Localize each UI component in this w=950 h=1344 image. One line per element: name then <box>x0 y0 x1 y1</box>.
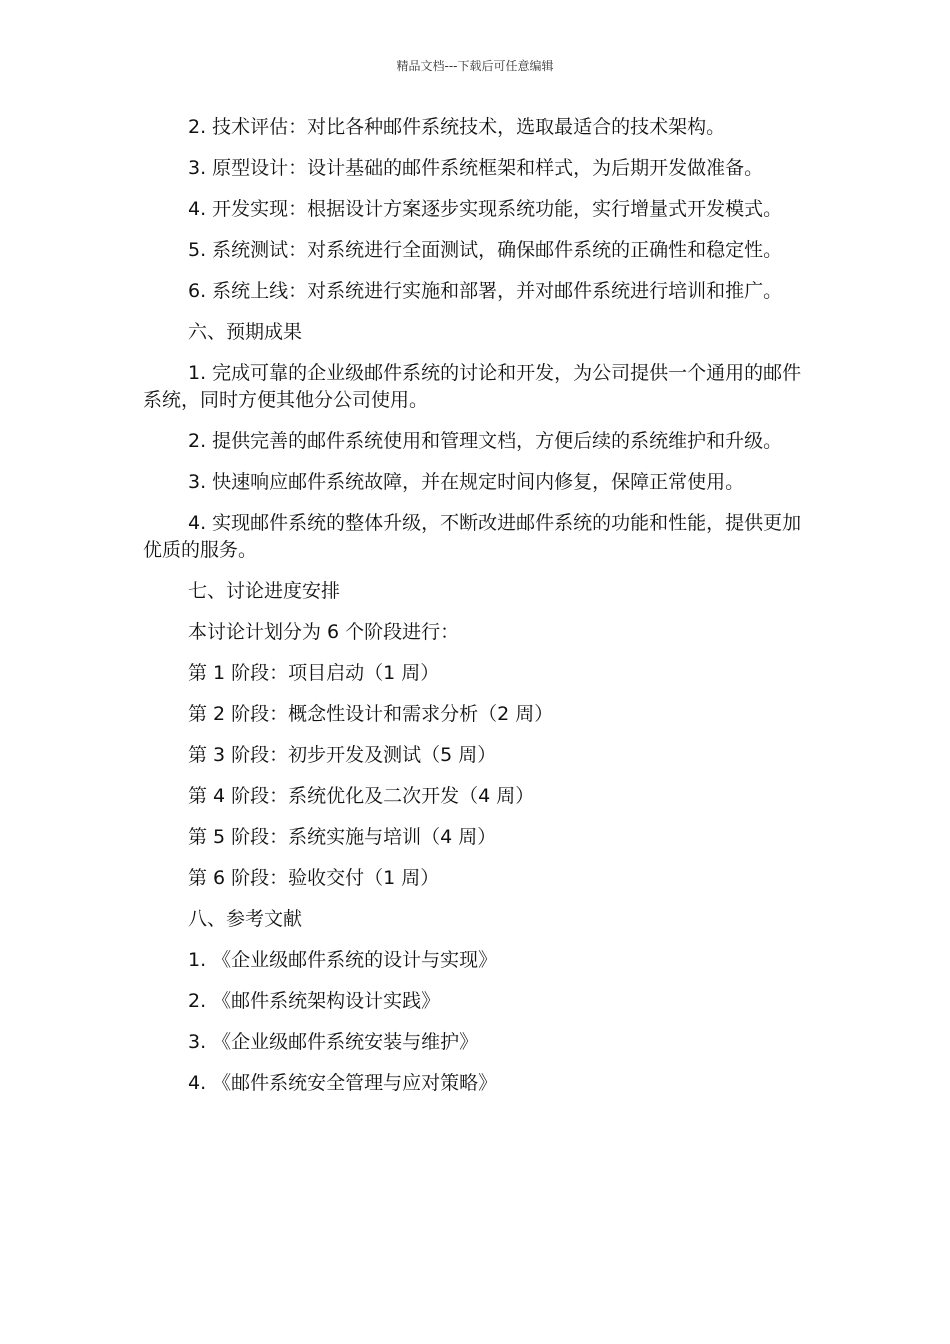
paragraph-result-3: 3. 快速响应邮件系统故障，并在规定时间内修复，保障正常使用。 <box>188 471 745 493</box>
reference-3: 3. 《企业级邮件系统安装与维护》 <box>188 1031 479 1053</box>
schedule-phase-2: 第 2 阶段：概念性设计和需求分析（2 周） <box>188 703 554 725</box>
reference-1: 1. 《企业级邮件系统的设计与实现》 <box>188 949 498 971</box>
paragraph-tech-evaluation: 2. 技术评估：对比各种邮件系统技术，选取最适合的技术架构。 <box>188 116 726 138</box>
schedule-phase-3: 第 3 阶段：初步开发及测试（5 周） <box>188 744 497 766</box>
schedule-phase-6: 第 6 阶段：验收交付（1 周） <box>188 867 440 889</box>
paragraph-result-2: 2. 提供完善的邮件系统使用和管理文档，方便后续的系统维护和升级。 <box>188 430 783 452</box>
document-body <box>143 114 815 1111</box>
section-heading-schedule: 七、讨论进度安排 <box>188 580 341 602</box>
page-header: 精品文档---下载后可任意编辑 <box>396 59 554 73</box>
reference-4: 4. 《邮件系统安全管理与应对策略》 <box>188 1072 498 1094</box>
reference-2: 2. 《邮件系统架构设计实践》 <box>188 990 441 1012</box>
paragraph-schedule-intro: 本讨论计划分为 6 个阶段进行： <box>188 621 460 643</box>
paragraph-system-testing: 5. 系统测试：对系统进行全面测试，确保邮件系统的正确性和稳定性。 <box>188 239 783 261</box>
paragraph-result-1: 1. 完成可靠的企业级邮件系统的讨论和开发，为公司提供一个通用的邮件系统，同时方便其他分公司使用。 <box>143 362 802 411</box>
paragraph-development: 4. 开发实现：根据设计方案逐步实现系统功能，实行增量式开发模式。 <box>188 198 783 220</box>
paragraph-system-launch: 6. 系统上线：对系统进行实施和部署，并对邮件系统进行培训和推广。 <box>188 280 783 302</box>
section-heading-references: 八、参考文献 <box>188 908 303 930</box>
section-heading-expected-results: 六、预期成果 <box>188 321 303 343</box>
schedule-phase-1: 第 1 阶段：项目启动（1 周） <box>188 662 440 684</box>
schedule-phase-5: 第 5 阶段：系统实施与培训（4 周） <box>188 826 497 848</box>
paragraph-result-4: 4. 实现邮件系统的整体升级，不断改进邮件系统的功能和性能，提供更加优质的服务。 <box>143 512 802 561</box>
paragraph-prototype-design: 3. 原型设计：设计基础的邮件系统框架和样式，为后期开发做准备。 <box>188 157 764 179</box>
schedule-phase-4: 第 4 阶段：系统优化及二次开发（4 周） <box>188 785 535 807</box>
